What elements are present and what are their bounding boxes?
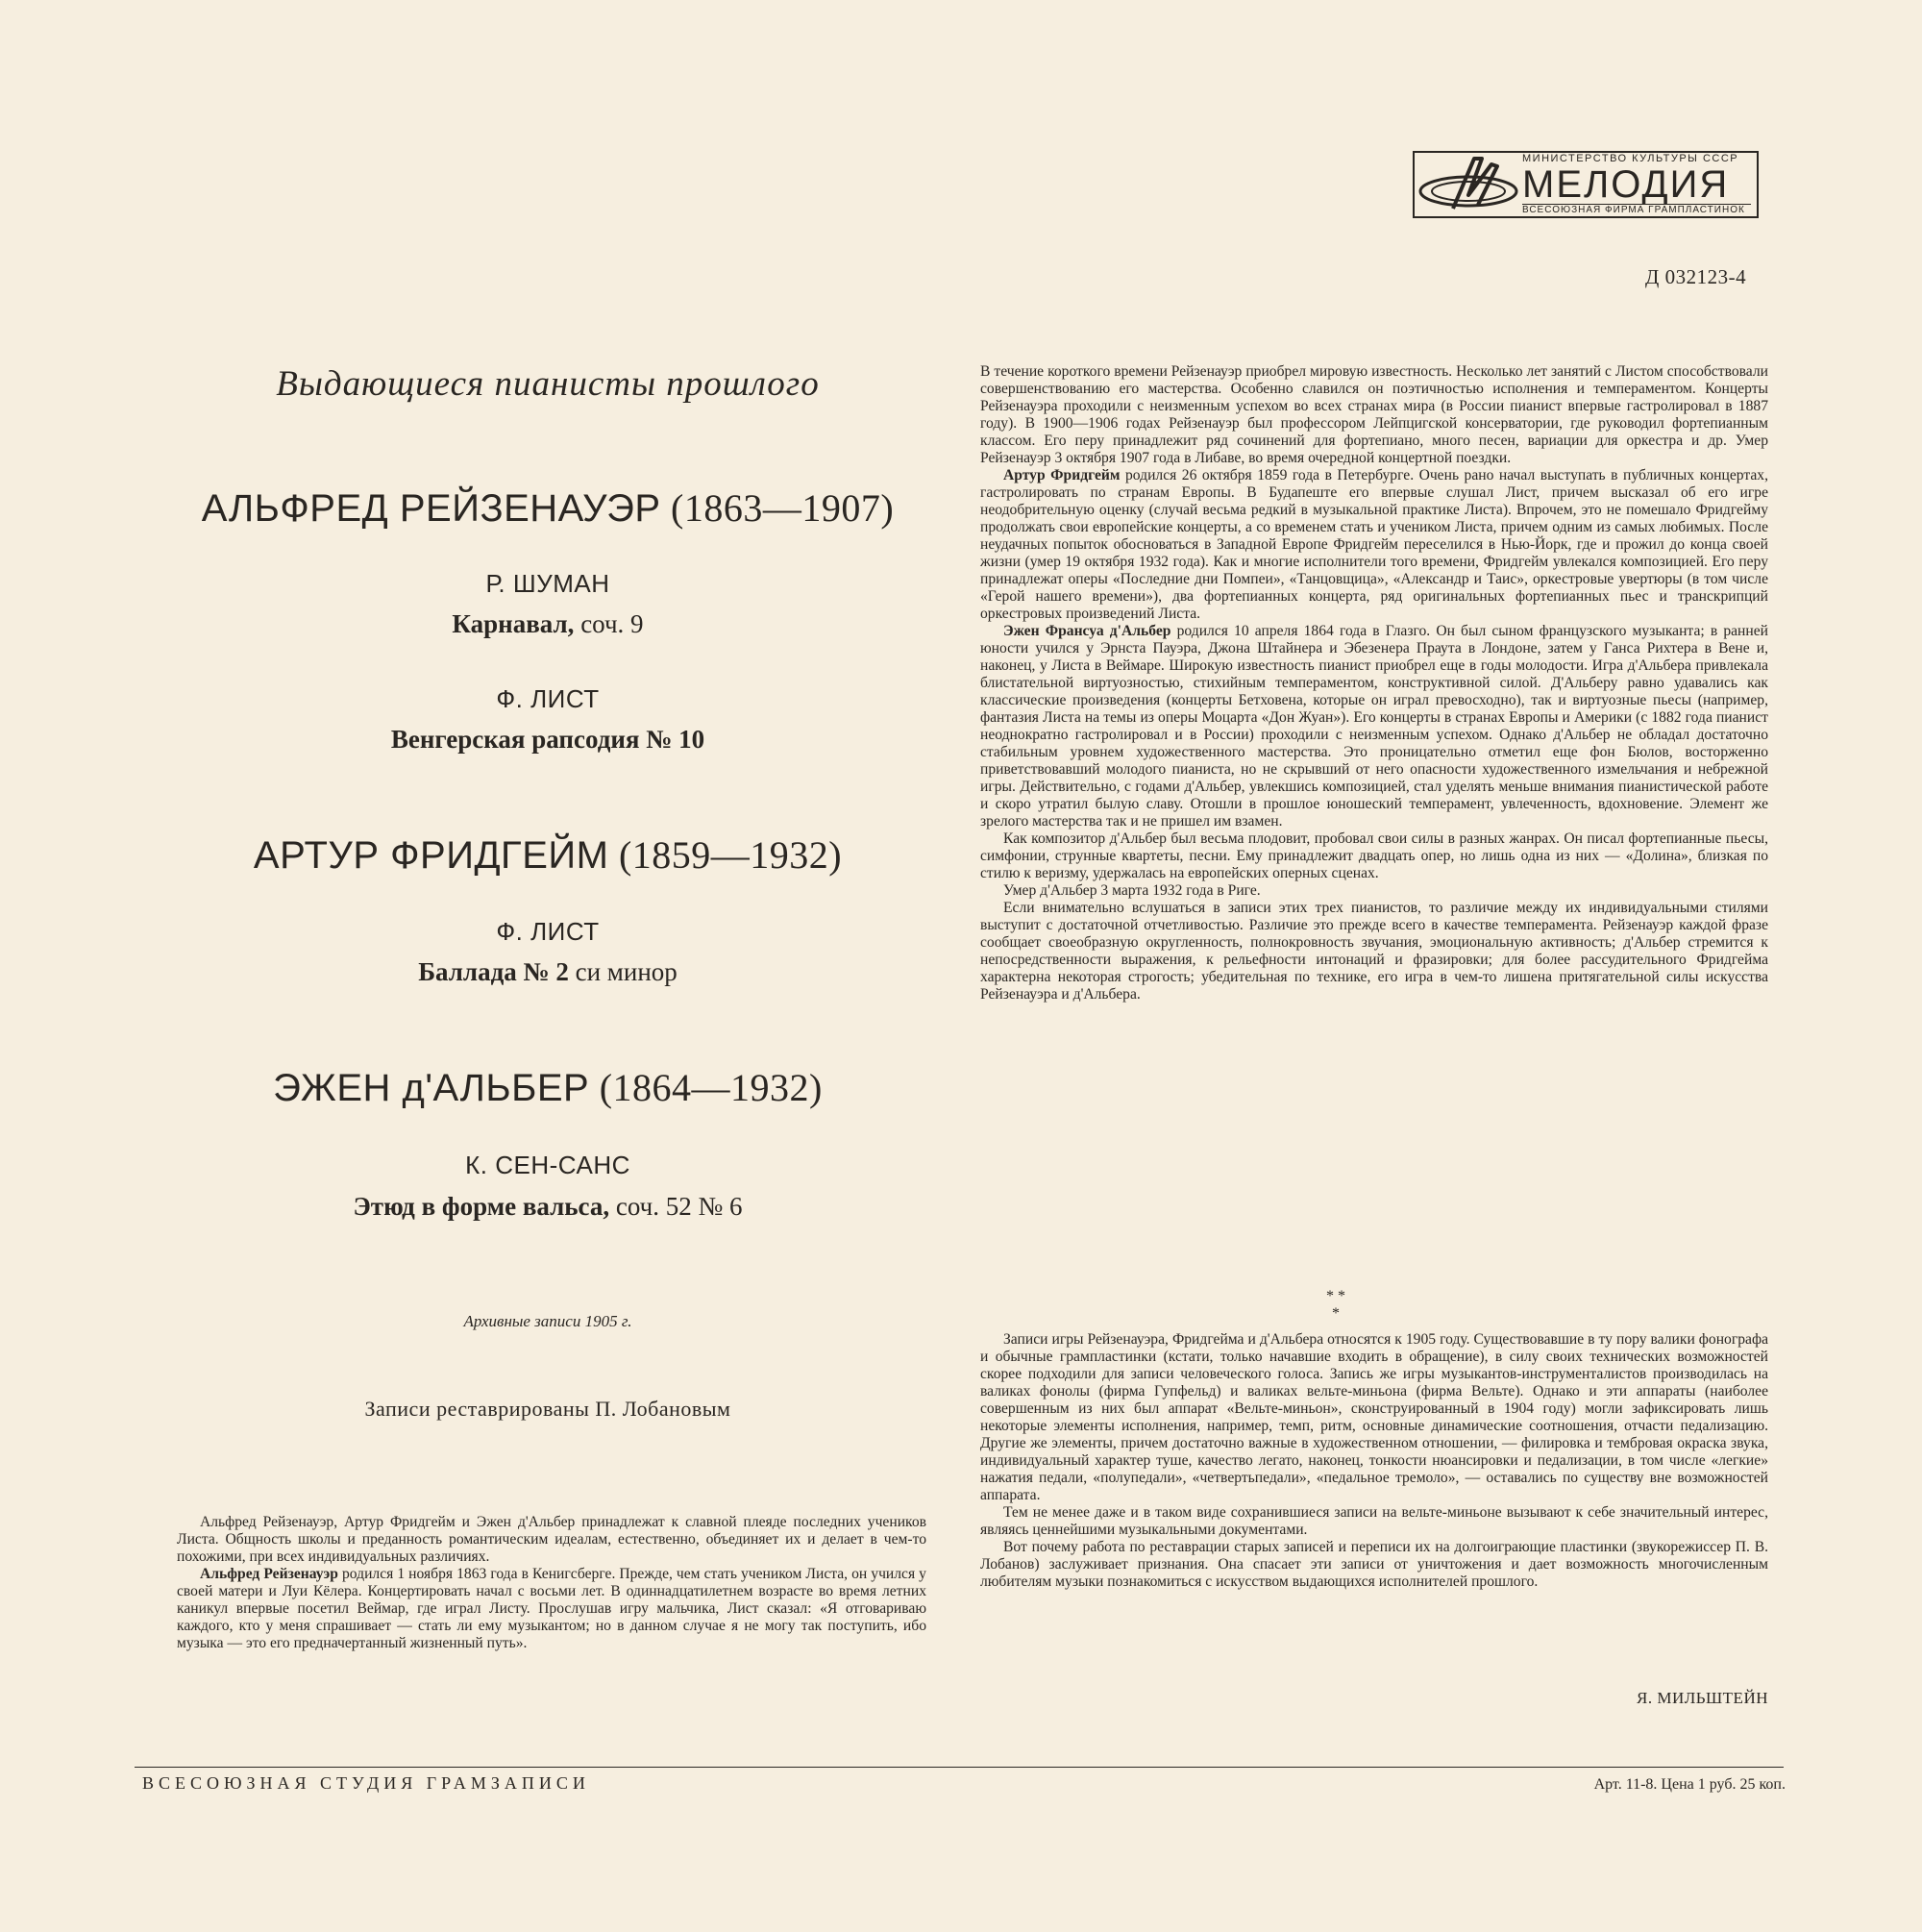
work-title: [135, 1192, 961, 1222]
paragraph: Умер д'Альбер 3 марта 1932 года в Риге.: [1003, 882, 1261, 899]
artist-years: (1863—1907): [671, 486, 895, 530]
composer-name: Р. ШУМАН: [485, 569, 610, 598]
work-detail: си минор: [575, 957, 678, 986]
paragraph: В течение короткого времени Рейзенауэр приобрел мировую известность. Несколько лет занятий с Листом способствовали совершенствованию его мастерства. Особенно славился он поэтичностью исполнения и темпераментом. Концерты Рейзенауэра проходили с неизменным успехом во всех странах мира (в России пианист впервые гастролировал в 1887 году). В 1900—1906 годах Рейзенауэр был профессором Лейпцигской консерватории, где руководил фортепианным классом. Его перу принадлежит ряд сочинений для фортепиано, много песен, вариации для оркестра и др. Умер Рейзенауэр 3 октября 1907 года в Либаве, во время очередной концертной поездки.: [980, 363, 1768, 466]
logo-ministry: МИНИСТЕРСТВО КУЛЬТУРЫ СССР: [1522, 153, 1739, 164]
logo-text-block: [1522, 153, 1757, 216]
work-title: [135, 725, 961, 755]
paragraph: Альфред Рейзенауэр, Артур Фридгейм и Эжен д'Альбер принадлежат к славной плеяде последних учеников Листа. Общность школы и преданность романтическим идеалам, естественно, объединяет их и делает в чем-то похожими, при всех индивидуальных различиях.: [177, 1514, 926, 1565]
section-divider-stars: * * *: [1326, 1288, 1345, 1322]
archive-note: Архивные записи 1905 г.: [463, 1312, 632, 1330]
artist-years: (1864—1932): [599, 1066, 823, 1109]
right-liner-notes: [980, 363, 1768, 1003]
paragraph-text: родился 26 октября 1859 года в Петербурге. Очень рано начал выступать в публичных концертах, гастролировать по странам Европы. В Будапеште его впервые слушал Лист, причем высказал об его игре неодобрительную оценку (случай весьма редкий в музыкальной практике Листа). Впрочем, это не помешало Фридгейму продолжать свои европейские концерты, а со временем стать и учеником Листа, причем одним из самых любимых. После неудачных попыток обосноваться в Западной Европе Фридгейм переселился в Нью-Йорк, где и прожил до конца своей жизни (умер 19 октября 1932 года). Как и многие исполнители того времени, Фридгейм увлекался композицией. Его перу принадлежат оперы «Последние дни Помпеи», «Танцовщица», «Александр и Таис», оркестровые увертюры (в том числе «Герой нашего времени»), два фортепианных концерта, ряд оригинальных фортепианных пьес и транскрипций оркестровых произведений Листа.: [980, 467, 1768, 622]
paragraph: Как композитор д'Альбер был весьма плодовит, пробовал свои силы в разных жанрах. Он писал фортепианные пьесы, симфонии, струнные квартеты, песни. Ему принадлежит двадцать опер, но лишь одна из них — «Долина», близкая по стилю к веризму, удержалась на европейских оперных сценах.: [980, 830, 1768, 881]
work-name: Карнавал,: [452, 609, 575, 638]
work-detail: соч. 9: [580, 609, 644, 638]
paragraph: Тем не менее даже и в таком виде сохранившиеся записи на вельте-миньоне вызывают к себе значительный интерес, являясь ценнейшими музыкальными документами.: [980, 1504, 1768, 1538]
artist-heading: [135, 485, 961, 531]
paragraph: [980, 467, 1768, 623]
right-liner-notes-2: [980, 1331, 1768, 1591]
paragraph-text: родился 10 апреля 1864 года в Глазго. Он был сыном французского музыканта; в ранней юности учился у Эрнста Пауэра, Джона Штайнера и Эбезенера Праута в Лондоне, затем у Ганса Рихтера в Вене и, наконец, у Листа в Веймаре. Широкую известность пианист приобрел еще в годы молодости. Игра д'Альбера привлекала блистательной виртуозностью, стихийным темпераментом, конструктивной силой. Д'Альберу равно удавались как классические произведения (концерты Бетховена, которые он играл превосходно), так и виртуозные пьесы (например, фантазия Листа на темы из оперы Моцарта «Дон Жуан»). Его концерты в странах Европы и Америки (с 1882 года пианист неоднократно гастролировал и в России) проходили с неизменным успехом. Однако д'Альбер не обладал достаточно стабильным уровнем художественного мастерства. Это проницательно отметил еще фон Бюлов, восторженно приветствовавший молодого пианиста, но не скрывший от него опасности художественного измельчания и небрежной игры. Действительно, с годами д'Альбер, увлекшись композицией, стал уделять меньше внимания пианистической работе и скоро утратил былую славу. Отошли в прошлое юношеский темперамент, увлеченность, вдохновение. Элемент же зрелого мастерства так и не пришел им взамен.: [980, 623, 1768, 830]
composer-name: Ф. ЛИСТ: [496, 684, 600, 713]
work-name: Этюд в форме вальса,: [353, 1192, 610, 1221]
left-liner-notes: [177, 1514, 926, 1652]
work-detail: соч. 52 № 6: [615, 1192, 743, 1221]
paragraph-name: Артур Фридгейм: [1003, 467, 1121, 483]
logo-name: МЕЛОДИЯ: [1522, 163, 1730, 206]
paragraph-name: Альфред Рейзенауэр: [200, 1566, 338, 1582]
paragraph: [980, 623, 1768, 830]
price-info: Арт. 11-8. Цена 1 руб. 25 коп.: [1593, 1776, 1786, 1793]
melodiya-logo: [1413, 151, 1759, 218]
studio-name: ВСЕСОЮЗНАЯ СТУДИЯ ГРАМЗАПИСИ: [142, 1773, 590, 1793]
work-title: [135, 957, 961, 987]
catalog-number: Д 032123-4: [1645, 265, 1747, 288]
paragraph: [177, 1566, 926, 1652]
footer-divider: [135, 1767, 1784, 1768]
author-signature: Я. МИЛЬШТЕЙН: [1637, 1689, 1768, 1707]
artist-heading: [135, 1065, 961, 1110]
series-title: Выдающиеся пианисты прошлого: [276, 364, 820, 404]
work-name: Баллада № 2: [418, 957, 569, 986]
melodiya-emblem-icon: [1415, 153, 1522, 216]
paragraph: Если внимательно вслушаться в записи этих трех пианистов, то различие между их индивидуальными стилями выступит с достаточной отчетливостью. Различие это прежде всего в качестве темперамента. Рейзенауэр каждой фразе сообщает своеобразную округленность, полнокровность звучания, эмоциональную активность; д'Альбер стремится к непосредственности выражения, к рельефности интонаций и фразировки; для более рассудительного Фридгейма характерна некоторая строгость; убедительная по технике, его игра в чем-то лишена притягательной силы искусства Рейзенауэра и д'Альбера.: [980, 900, 1768, 1003]
paragraph: Записи игры Рейзенауэра, Фридгейма и д'Альбера относятся к 1905 году. Существовавшие в ту пору валики фонографа и обычные грампластинки (кстати, только начавшие входить в обращение), в силу своих технических возможностей скорее подходили для записи человеческого голоса. Запись же игры музыкантов-инструменталистов производилась на валиках фонолы (фирма Гупфельд) и валиках вельте-миньона (фирма Вельте). Однако и эти аппараты (наиболее совершенным из них был аппарат «Вельте-миньон», сконструированный в 1904 году) могли зафиксировать лишь некоторые элементы исполнения, например, темп, ритм, основные динамические соотношения, отчасти педализацию. Другие же элементы, причем достаточно важные в художественном отношении, — филировка и тембровая окраска звука, индивидуальный характер туше, качество легато, наконец, тонкости нюансировки и педализации, в том числе «легкие» нажатия педали, «полупедали», «четвертьпедали», «педальное тремоло», — оставались по существу вне возможностей аппарата.: [980, 1331, 1768, 1503]
artist-years: (1859—1932): [618, 833, 843, 877]
work-title: [135, 609, 961, 639]
paragraph-text: родился 1 ноября 1863 года в Кенигсберге. Прежде, чем стать учеником Листа, он учился у своей матери и Луи Кёлера. Концертировать начал с восьми лет. В одиннадцатилетнем возрасте во время летних каникул впервые посетил Веймар, где играл Листу. Прослушав игру мальчика, Лист сказал: «Я отговариваю каждого, кто у меня спрашивает — стать ли ему музыкантом; но в данном случае я не могу так поступить, ибо музыка — это его предначертанный жизненный путь».: [177, 1566, 926, 1651]
composer-name: Ф. ЛИСТ: [496, 917, 600, 946]
paragraph-name: Эжен Франсуа д'Альбер: [1003, 623, 1171, 639]
composer-name: К. СЕН-САНС: [465, 1151, 630, 1179]
work-name: Венгерская рапсодия № 10: [390, 725, 705, 754]
artist-name: АРТУР ФРИДГЕЙМ: [253, 834, 609, 877]
paragraph: Вот почему работа по реставрации старых записей и переписи их на долгоиграющие пластинки (звукорежиссер П. В. Лобанов) заслуживает признания. Она спасает эти записи от уничтожения и дает возможность многочисленным любителям музыки познакомиться с искусством выдающихся исполнителей прошлого.: [980, 1539, 1768, 1590]
logo-firm: ВСЕСОЮЗНАЯ ФИРМА ГРАМПЛАСТИНОК: [1522, 204, 1751, 216]
restored-note: Записи реставрированы П. Лобановым: [364, 1397, 731, 1421]
artist-name: АЛЬФРЕД РЕЙЗЕНАУЭР: [201, 487, 661, 530]
artist-name: ЭЖЕН д'АЛЬБЕР: [273, 1067, 590, 1109]
artist-heading: [135, 832, 961, 878]
